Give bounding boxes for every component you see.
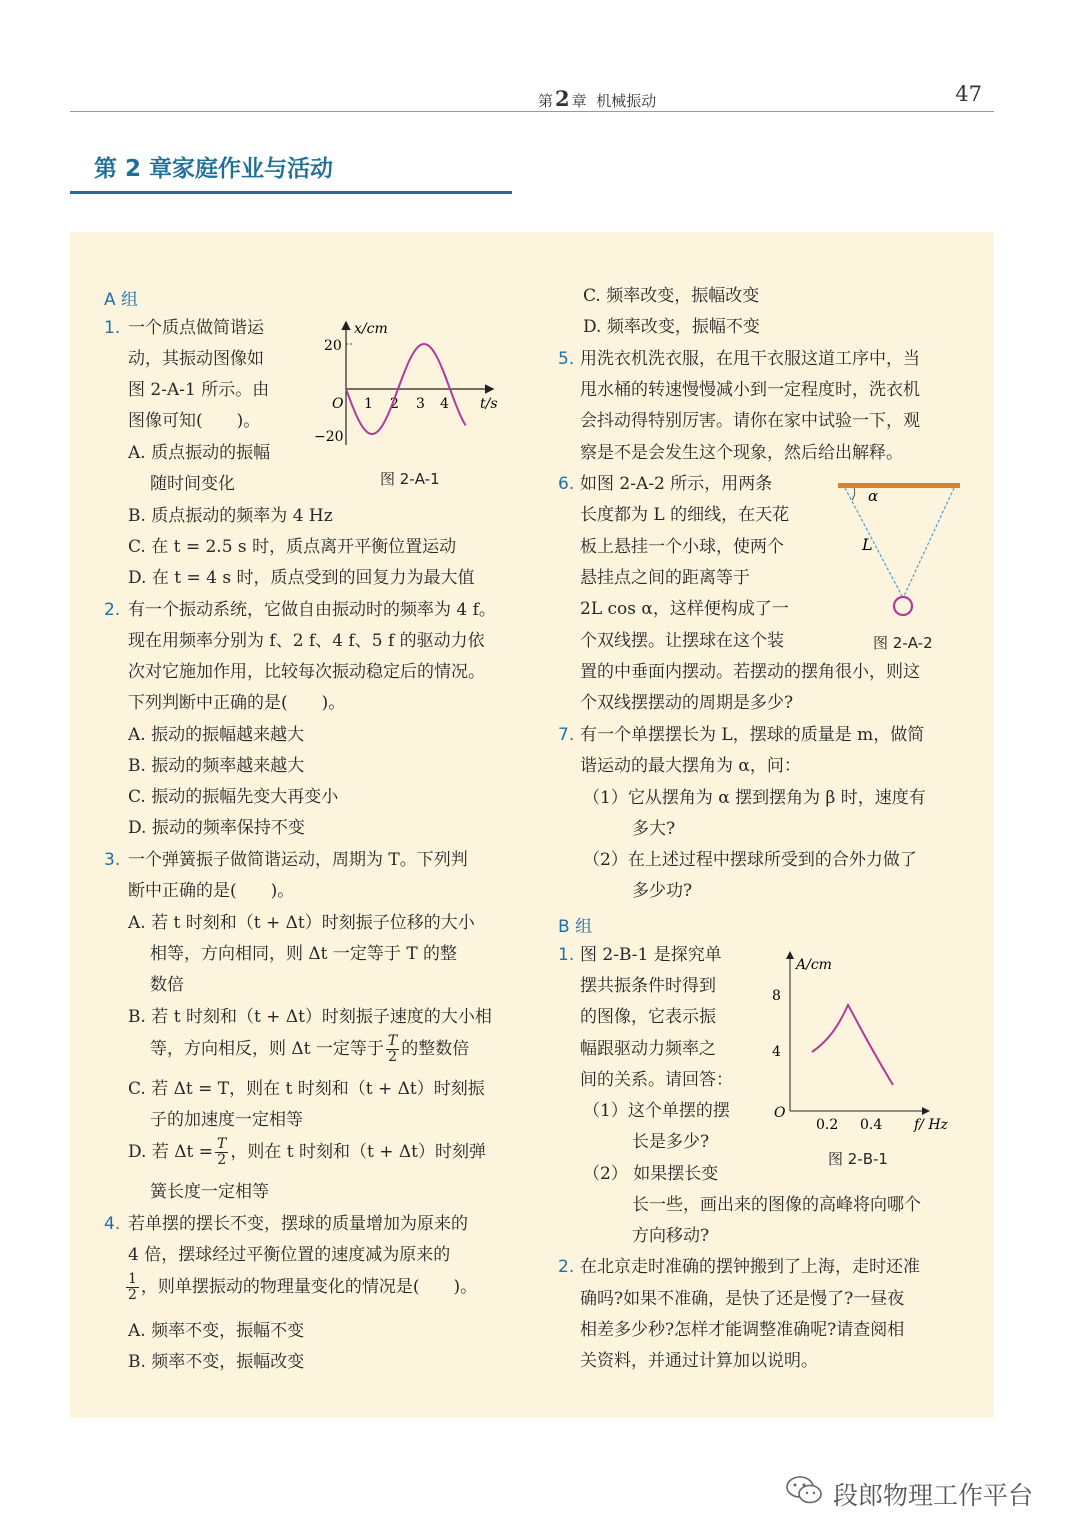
q7-number: 7. xyxy=(558,725,575,745)
chapter-title: 机械振动 xyxy=(596,92,657,110)
fraction-numerator: T xyxy=(217,1136,227,1152)
y-tick: 4 xyxy=(772,1044,781,1060)
group-a-heading: A 组 xyxy=(104,290,139,310)
q1-option-d: D. 在 t = 4 s 时，质点受到的回复力为最大值 xyxy=(128,568,475,588)
q1-number: 1. xyxy=(104,318,121,338)
q2-option-b: B. 振动的频率越来越大 xyxy=(128,756,305,776)
fraction-1-over-2 xyxy=(126,1272,139,1303)
b1-number: 1. xyxy=(558,945,575,965)
q3-option-a: A. 若 t 时刻和（t + Δt）时刻振子位移的大小 xyxy=(128,913,475,933)
y-axis-label: x/cm xyxy=(354,321,388,337)
running-head xyxy=(70,82,994,112)
q5-line: 会抖动得特别厉害。请你在家中试验一下，观 xyxy=(580,411,920,431)
b1-sub-1: （1）这个单摆的摆 xyxy=(583,1101,730,1121)
q1-line: 动，其振动图像如 xyxy=(128,349,264,369)
q3-option-d-cont: 簧长度一定相等 xyxy=(150,1182,269,1202)
fig-2-b-1-caption: 图 2-B-1 xyxy=(828,1150,888,1168)
y-axis-label: A/cm xyxy=(796,957,832,973)
q3-option-a-cont: 数倍 xyxy=(150,975,184,995)
fig-2-a-1-caption: 图 2-A-1 xyxy=(380,470,440,488)
q4-option-b: B. 频率不变，振幅改变 xyxy=(128,1352,305,1372)
angle-arc xyxy=(852,488,855,500)
b2-number: 2. xyxy=(558,1257,575,1277)
q2-line: 次对它施加作用，比较每次振动稳定后的情况。 xyxy=(128,662,485,682)
fraction-denominator: 2 xyxy=(217,1152,227,1168)
b1-line: 图 2-B-1 是探究单 xyxy=(580,945,722,965)
q5-line: 甩水桶的转速慢慢减小到一定程度时，洗衣机 xyxy=(580,380,920,400)
q5-line: 察是不是会发生这个现象，然后给出解释。 xyxy=(580,443,903,463)
q5-number: 5. xyxy=(558,349,575,369)
wechat-icon xyxy=(785,1474,825,1506)
figure-2-b-1 xyxy=(768,945,958,1135)
x-tick: 0.4 xyxy=(860,1117,883,1133)
q3-line: 一个弹簧振子做简谐运动，周期为 T。下列判 xyxy=(128,850,468,870)
origin-label: O xyxy=(774,1105,786,1121)
q4-line xyxy=(124,1272,477,1303)
b1-line: 幅跟驱动力频率之 xyxy=(580,1039,716,1059)
y-tick: 8 xyxy=(772,988,781,1004)
q7-sub-1: （1）它从摆角为 α 摆到摆角为 β 时，速度有 xyxy=(583,788,926,808)
fig-2-a-2-caption: 图 2-A-2 xyxy=(873,634,933,652)
x-tick: 0.2 xyxy=(816,1117,839,1133)
q4-number: 4. xyxy=(104,1214,121,1234)
y-tick-neg20: −20 xyxy=(314,429,344,445)
q6-number: 6. xyxy=(558,474,575,494)
q6-line: 长度都为 L 的细线，在天花 xyxy=(580,505,790,525)
q3-option-b: B. 若 t 时刻和（t + Δt）时刻振子速度的大小相 xyxy=(128,1007,492,1027)
x-tick: 3 xyxy=(416,396,425,412)
x-axis-label: t/s xyxy=(480,396,498,412)
q3-option-c: C. 若 Δt = T，则在 t 时刻和（t + Δt）时刻振 xyxy=(128,1079,485,1099)
q3-option-a-cont: 相等，方向相同，则 Δt 一定等于 T 的整 xyxy=(150,944,458,964)
group-b-heading: B 组 xyxy=(558,917,593,937)
q4-line: 若单摆的摆长不变，摆球的质量增加为原来的 xyxy=(128,1214,468,1234)
alpha-label: α xyxy=(868,487,879,505)
q3-option-c-cont: 子的加速度一定相等 xyxy=(150,1110,303,1130)
y-tick-20: 20 xyxy=(324,338,342,354)
q2-option-d: D. 振动的频率保持不变 xyxy=(128,818,305,838)
fraction-denominator: 2 xyxy=(388,1049,398,1065)
q1-option-a-cont: 随时间变化 xyxy=(150,474,235,494)
q4-option-c: C. 频率改变，振幅改变 xyxy=(583,286,760,306)
b2-line: 在北京走时准确的摆钟搬到了上海，走时还准 xyxy=(580,1257,920,1277)
b1-sub-2-cont: 长一些，画出来的图像的高峰将向哪个 xyxy=(632,1195,921,1215)
q3-option-b-cont xyxy=(150,1034,469,1065)
ceiling-bar xyxy=(838,483,960,488)
b2-line: 确吗?如果不准确，是快了还是慢了?一昼夜 xyxy=(580,1289,905,1309)
pendulum-ball xyxy=(894,597,912,615)
chapter-number: 2 xyxy=(555,86,570,111)
watermark xyxy=(785,1474,1034,1510)
q6-line: 悬挂点之间的距离等于 xyxy=(580,568,750,588)
q3-option-d-text: ，则在 t 时刻和（t + Δt）时刻弹 xyxy=(230,1142,486,1162)
q6-line: 个双线摆摆动的周期是多少? xyxy=(580,693,794,713)
chapter-suffix: 章 xyxy=(571,92,587,110)
b1-sub-2: （2） 如果摆长变 xyxy=(583,1164,719,1184)
q7-sub-1-cont: 多大? xyxy=(632,819,676,839)
q5-line: 用洗衣机洗衣服，在甩干衣服这道工序中，当 xyxy=(580,349,920,369)
q7-sub-2: （2）在上述过程中摆球所受到的合外力做了 xyxy=(583,850,917,870)
figure-2-a-1 xyxy=(310,315,510,465)
b2-line: 关资料，并通过计算加以说明。 xyxy=(580,1351,818,1371)
x-tick: 4 xyxy=(440,396,449,412)
q1-option-c: C. 在 t = 2.5 s 时，质点离开平衡位置运动 xyxy=(128,537,457,557)
x-axis-label: f/ Hz xyxy=(914,1117,948,1133)
b1-sub-2-cont: 方向移动? xyxy=(632,1226,710,1246)
b1-sub-1-cont: 长是多少? xyxy=(632,1132,710,1152)
chapter-label xyxy=(538,86,656,111)
x-tick: 1 xyxy=(364,396,373,412)
fraction-numerator: 1 xyxy=(128,1271,137,1287)
string-right xyxy=(904,488,954,596)
fraction-t-over-2 xyxy=(215,1137,228,1168)
fraction-denominator: 2 xyxy=(128,1287,137,1303)
q2-line: 有一个振动系统，它做自由振动时的频率为 4 f。 xyxy=(128,600,496,620)
q1-line: 图像可知( )。 xyxy=(128,411,261,431)
q7-sub-2-cont: 多少功? xyxy=(632,881,693,901)
q3-option-b-text: 等，方向相反，则 Δt 一定等于 xyxy=(150,1039,384,1059)
x-tick: 2 xyxy=(390,396,399,412)
section-title: 第 2 章家庭作业与活动 xyxy=(94,156,334,182)
fraction-t-over-2 xyxy=(386,1034,399,1065)
length-label: L xyxy=(862,535,873,554)
q4-line: 4 倍，摆球经过平衡位置的速度减为原来的 xyxy=(128,1245,451,1265)
q3-line: 断中正确的是( )。 xyxy=(128,881,295,901)
q3-option-d xyxy=(128,1137,486,1168)
origin-label: O xyxy=(332,396,344,412)
q1-option-b: B. 质点振动的频率为 4 Hz xyxy=(128,506,333,526)
q4-option-d: D. 频率改变，振幅不变 xyxy=(583,317,760,337)
q6-line: 板上悬挂一个小球，使两个 xyxy=(580,537,784,557)
q3-option-d-text: D. 若 Δt = xyxy=(128,1142,213,1162)
q2-number: 2. xyxy=(104,600,121,620)
watermark-text: 段郎物理工作平台 xyxy=(833,1481,1034,1510)
fraction-numerator: T xyxy=(387,1033,398,1049)
q3-option-b-text: 的整数倍 xyxy=(401,1039,470,1059)
q7-line: 谐运动的最大摆角为 α，问： xyxy=(580,756,801,776)
chapter-prefix: 第 xyxy=(538,92,554,110)
q2-line: 现在用频率分别为 f、2 f、4 f、5 f 的驱动力依 xyxy=(128,631,485,651)
q6-line: 置的中垂面内摆动。若摆动的摆角很小，则这 xyxy=(580,662,920,682)
q1-line: 图 2-A-1 所示。由 xyxy=(128,380,270,400)
q6-line: 如图 2-A-2 所示，用两条 xyxy=(580,474,773,494)
b2-line: 相差多少秒?怎样才能调整准确呢?请查阅相 xyxy=(580,1320,905,1340)
page-number: 47 xyxy=(955,82,982,106)
q2-line: 下列判断中正确的是( )。 xyxy=(128,693,346,713)
q4-line-text: ，则单摆振动的物理量变化的情况是( )。 xyxy=(140,1277,478,1297)
q6-line: 个双线摆。让摆球在这个装 xyxy=(580,631,784,651)
b1-line: 的图像，它表示振 xyxy=(580,1007,716,1027)
q1-line: 一个质点做简谐运 xyxy=(128,318,264,338)
q2-option-c: C. 振动的振幅先变大再变小 xyxy=(128,787,339,807)
q1-option-a: A. 质点振动的振幅 xyxy=(128,443,271,463)
figure-2-a-2 xyxy=(832,478,967,623)
b1-line: 摆共振条件时得到 xyxy=(580,976,716,996)
q4-option-a: A. 频率不变，振幅不变 xyxy=(128,1321,305,1341)
q7-line: 有一个单摆摆长为 L，摆球的质量是 m，做简 xyxy=(580,725,925,745)
resonance-curve xyxy=(812,1005,893,1085)
q6-line: 2L cos α，这样便构成了一 xyxy=(580,599,789,619)
title-underline xyxy=(70,191,512,194)
q3-number: 3. xyxy=(104,850,121,870)
b1-line: 间的关系。请回答： xyxy=(580,1070,733,1090)
q2-option-a: A. 振动的振幅越来越大 xyxy=(128,725,305,745)
